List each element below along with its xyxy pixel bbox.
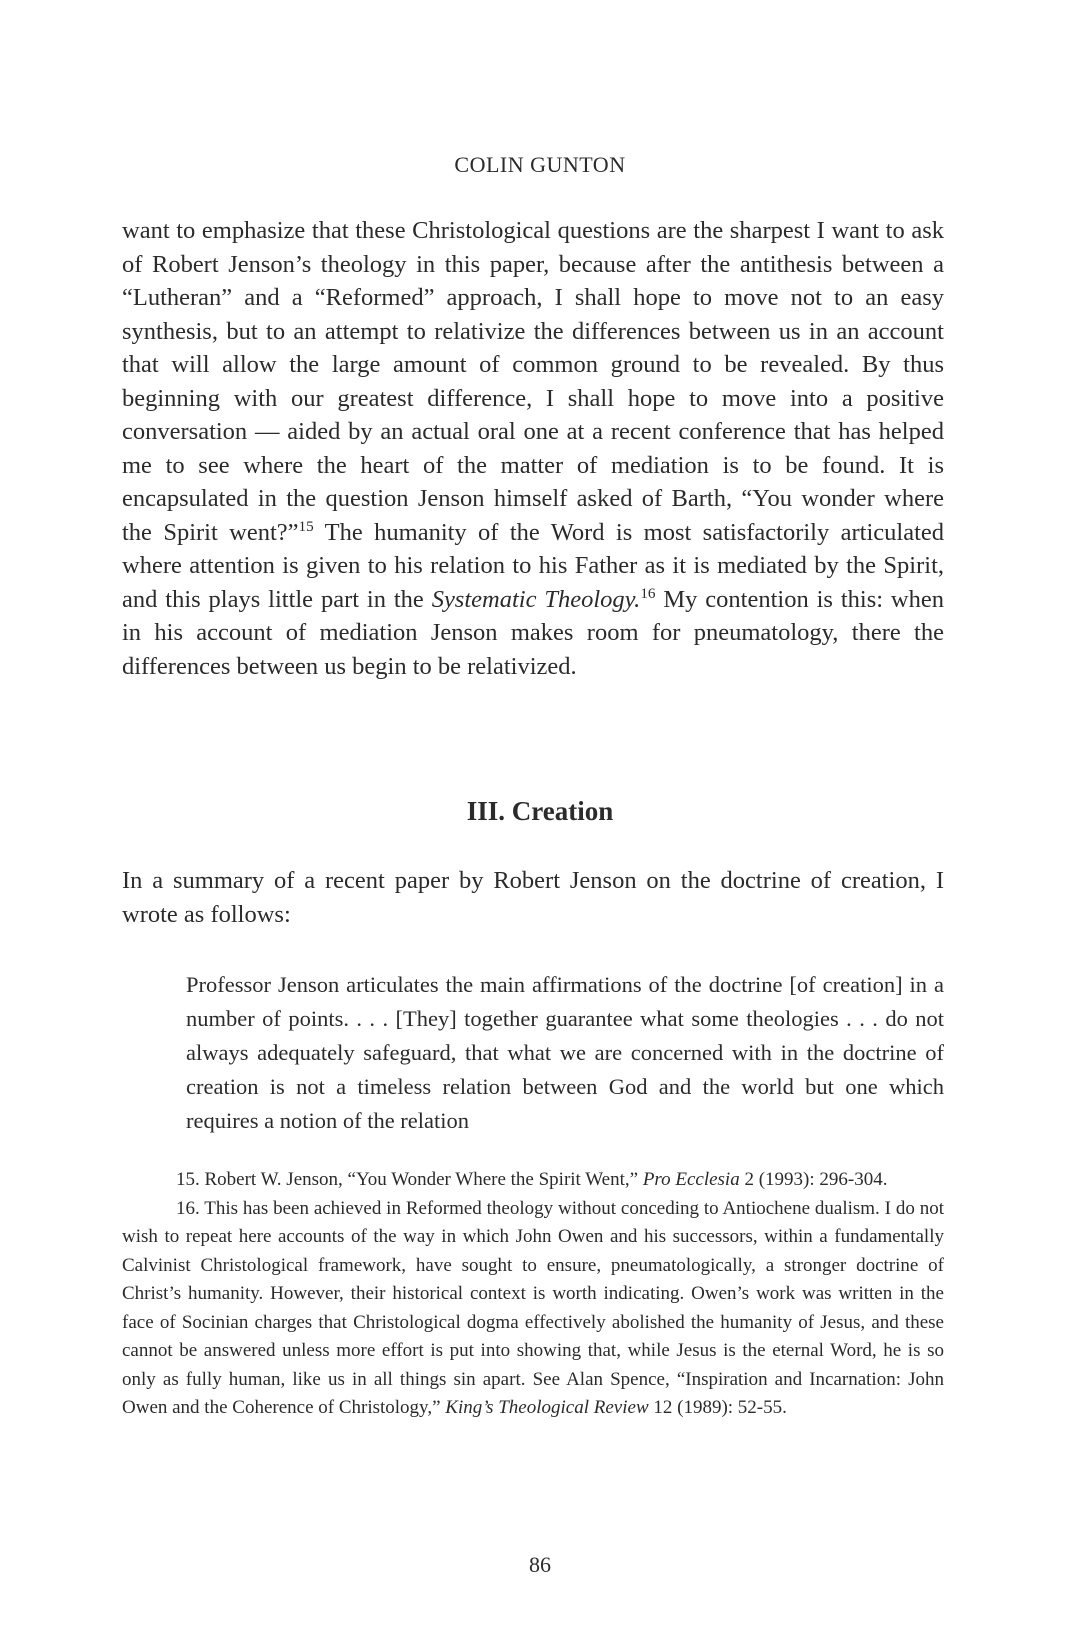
body-paragraph (122, 214, 944, 683)
footnote-text: 2 (1993): 296-304. (739, 1169, 888, 1190)
journal-title-italic: King’s Theological Review (445, 1397, 649, 1418)
body-text-segment: want to emphasize that these Christological questions are the sharpest I want to ask of Robert Jenson’s theology in this paper, because after the antithesis between a “Lutheran” and a “Reformed” approach, I shall hope to move not to an easy synthesis, but to an attempt to relativize the differences between us in an account that will allow the large amount of common ground to be revealed. By thus beginning with our greatest difference, I shall hope to move into a positive conversation — aided by an actual oral one at a recent conference that has helped me to see where the heart of the matter of mediation is to be found. It is encapsulated in the question Jenson himself asked of Barth, “You wonder where the Spirit went?” (122, 217, 944, 546)
body-text-segment: My contention is this: when in his account of mediation Jenson makes room for pneumatology, there the differences between us begin to be relativized. (122, 585, 944, 680)
footnote-text: 12 (1989): 52-55. (648, 1397, 787, 1418)
intro-paragraph: In a summary of a recent paper by Robert Jenson on the doctrine of creation, I wrote as follows: (122, 867, 944, 928)
block-quote: Professor Jenson articulates the main affirmations of the doctrine [of creation] in a number of points. . . . [They] together guarantee what some theologies . . . do not always adequately safeguard, that what we are concerned with in the doctrine of creation is not a timeless relation between God and the world but one which requires a notion of the relation (186, 972, 944, 1133)
body-text-segment: The humanity of the Word is most satisfactorily articulated where attention is given to his relation to his Father as it is mediated by the Spirit, and this plays little part in the (122, 518, 944, 613)
page-number: 86 (529, 1552, 551, 1577)
footnote-text: 16. This has been achieved in Reformed theology without conceding to Antiochene dualism. I do not wish to repeat here accounts of the way in which John Owen and his successors, within a fundamentally Calvinist Christological framework, have sought to ensure, pneumatologically, a stronger doctrine of Christ’s humanity. However, their historical context is worth indicating. Owen’s work was written in the face of Socinian charges that Christological dogma effectively abolished the humanity of Jesus, and these cannot be answered unless more effort is put into showing that, while Jesus is the eternal Word, he is so only as fully human, like us in all things sin apart. See Alan Spence, “Inspiration and Incarnation: John Owen and the Coherence of Christology,” (122, 1197, 944, 1418)
journal-title-italic: Pro Ecclesia (642, 1169, 740, 1190)
footnote-text: 15. Robert W. Jenson, “You Wonder Where the Spirit Went,” (176, 1169, 643, 1190)
section-heading: III. Creation (466, 796, 614, 826)
book-title-italic: Systematic Theology. (431, 585, 641, 613)
footnotes (122, 1166, 944, 1423)
footnote-ref-15: 15 (298, 517, 314, 535)
footnote-ref-16: 16 (640, 584, 656, 602)
footnote-16 (122, 1195, 944, 1423)
running-head: COLIN GUNTON (454, 152, 626, 177)
footnote-15 (122, 1166, 944, 1195)
